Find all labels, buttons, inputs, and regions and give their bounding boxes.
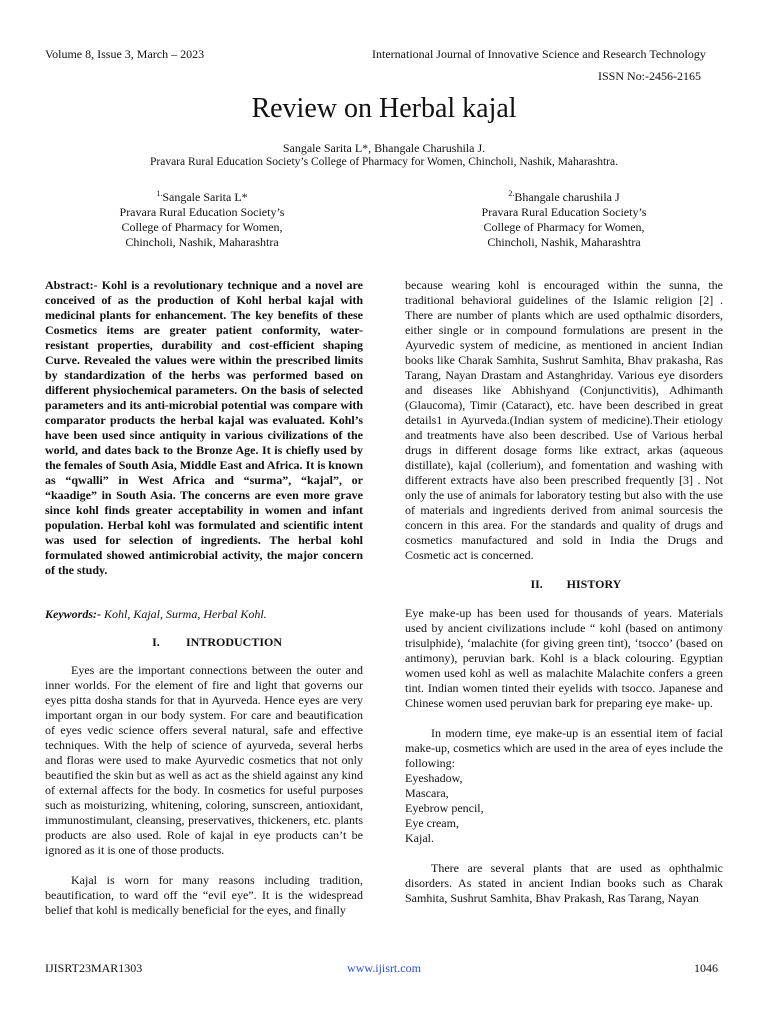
abstract: Abstract:- Kohl is a revolutionary technique and a novel are conceived of as the production of Kohl herbal kajal with medicinal plants for enhancement. The key benefits of these Cosmetics items are greater patient conformity, water-resistant properties, durability and cost-efficient shaping Curve. Revealed the values were within the prescribed limits by standardization of the herbs was performed based on different physiochemical parameters. On the basis of selected parameters and its anti-microbial potential was compare with comparator products the herbal kajal was evaluated. Kohl’s have been used since antiquity in various civilizations of the world, and dates back to the Bronze Age. It is chiefly used by the females of South Asia, Middle East and Africa. It is known as “qwalli” in West Africa and “surma”, “kajal”, or “kaadige” in South Asia. The concerns are even more grave since kohl finds greater acceptability in women and infant population. Herbal kohl was formulated and scientific intent was used for selection of ingredients. The herbal kohl formulated showed antimicrobial activity, the major concern of the study.	[45, 278, 363, 577]
author-1-name: Sangale Sarita L*	[162, 190, 248, 204]
list-item: Eyebrow pencil,	[405, 801, 484, 815]
list-item: Eye cream,	[405, 816, 459, 830]
paper-title: Review on Herbal kajal	[251, 93, 517, 124]
author-2-line: Chincholi, Nashik, Maharashtra	[487, 235, 641, 249]
author-2-line: Pravara Rural Education Society’s	[481, 205, 647, 219]
author-block-2	[464, 186, 664, 250]
left-column	[45, 278, 363, 918]
author-1-sup: 1.	[156, 189, 163, 198]
list-item: Eyeshadow,	[405, 771, 463, 785]
intro-paragraph-1: Eyes are the important connections between the outer and inner worlds. For the element of fire and light that governs our eyes pitta dosha stands for that in Ayurveda. Hence eyes are very important organ in our body system. For care and beautification of eyes vedic science offers several natural, safe and effective techniques. With the help of science of ayurveda, several herbs and floras were used to make Ayurvedic cosmetics that not only beautified the skin but as well as act as the shield against any kind of external affects for the body. In cosmetics for useful purposes such as moisturizing, whitening, coloring, sunscreen, antioxidant, immunostimulant, cleansing, preservatives, thickeners, etc. plants products are also used. Role of kajal in eye products can’t be ignored as it is one of those products.	[45, 663, 363, 857]
list-item: Mascara,	[405, 786, 449, 800]
history-paragraph-2: In modern time, eye make-up is an essential item of facial make-up, cosmetics which are used in the area of eyes include the following:	[405, 726, 723, 770]
history-list	[405, 771, 723, 846]
section-heading-history	[405, 577, 723, 592]
keywords-text: Kohl, Kajal, Surma, Herbal Kohl.	[104, 607, 267, 621]
section-number: I.	[152, 635, 160, 649]
intro-paragraph-2: Kajal is worn for many reasons including tradition, beautification, to ward off the “evil eye”. It is the widespread belief that kohl is medically beneficial for the eyes, and finally	[45, 873, 363, 917]
right-column	[405, 278, 723, 906]
keywords-line	[45, 607, 363, 622]
section-title: HISTORY	[566, 577, 622, 591]
list-item: Kajal.	[405, 831, 434, 845]
page-number: 1046	[694, 961, 718, 975]
authors-line: Sangale Sarita L*, Bhangale Charushila J.	[282, 141, 486, 155]
journal-name: International Journal of Innovative Science and Research Technology	[372, 47, 706, 61]
keywords-label: Keywords:-	[45, 607, 101, 621]
journal-volume: Volume 8, Issue 3, March – 2023	[45, 47, 205, 61]
section-number: II.	[530, 577, 543, 591]
author-2-line: College of Pharmacy for Women,	[483, 220, 645, 234]
footer-website-link[interactable]: www.ijisrt.com	[347, 961, 421, 975]
author-1-line: Chincholi, Nashik, Maharashtra	[125, 235, 279, 249]
author-1-line: College of Pharmacy for Women,	[121, 220, 283, 234]
history-paragraph-1: Eye make-up has been used for thousands of years. Materials used by ancient civilizations include “ kohl (based on antimony trisulphide), ‘malachite (for giving green tint), ‘tsocco’ (based on antimony), peruvian bark. Kohl is a black colouring. Egyptian women used kohl as well as malachite Malachite confers a green tint. Indian women tinted their eyelids with tsocco. Japanese and Chinese women used peruvian bark for preparing eye make- up.	[405, 606, 723, 710]
section-title: INTRODUCTION	[185, 635, 282, 649]
history-paragraph-3: There are several plants that are used as ophthalmic disorders. As stated in ancient Indian books such as Charak Samhita, Sushrut Samhita, Bhav Prakash, Ras Tarang, Nayan	[405, 861, 723, 905]
issn: ISSN No:-2456-2165	[598, 69, 702, 83]
footer-paper-id: IJISRT23MAR1303	[45, 961, 143, 975]
author-1-line: Pravara Rural Education Society’s	[119, 205, 285, 219]
author-2-sup: 2.	[508, 189, 515, 198]
affiliation-line: Pravara Rural Education Society’s College of Pharmacy for Women, Chincholi, Nashik, Maharashtra.	[149, 156, 618, 168]
author-2-name: Bhangale charushila J	[514, 190, 620, 204]
section-heading-introduction	[45, 635, 363, 650]
body-paragraph: because wearing kohl is encouraged within the sunna, the traditional behavioral guidelines of the Islamic religion [2] . There are number of plants which are used opthalmic disorders, either single or in compound formulations are present in the Ayurvedic system of medicine, as mentioned in ancient Indian books like Charak Samhita, Sushrut Samhita, Bhav prakasha, Ras Tarang, Nayan Drastam and Astanghriday. Various eye disorders and diseases like Abhishyand (Conjunctivitis), Adhimanth (Glaucoma), Timir (Cataract), etc. have been described in great details1 in Ayurveda.(Indian system of medicine).Their etiology and treatments have also been described. Use of Various herbal drugs in different dosage forms like extract, arkas (aqueous distillate), kajal (collerium), and fomentation and washing with different extracts have also been prescribed frequently [3] . Not only the use of animals for laboratory testing but also with the use of materials and ingredients derived from animal sourcesis the concern in this area. For the standards and quality of drugs and cosmetics manufactured and sold in India the Drugs and Cosmetic act is concerned.	[405, 278, 723, 562]
author-block-1	[102, 186, 302, 250]
